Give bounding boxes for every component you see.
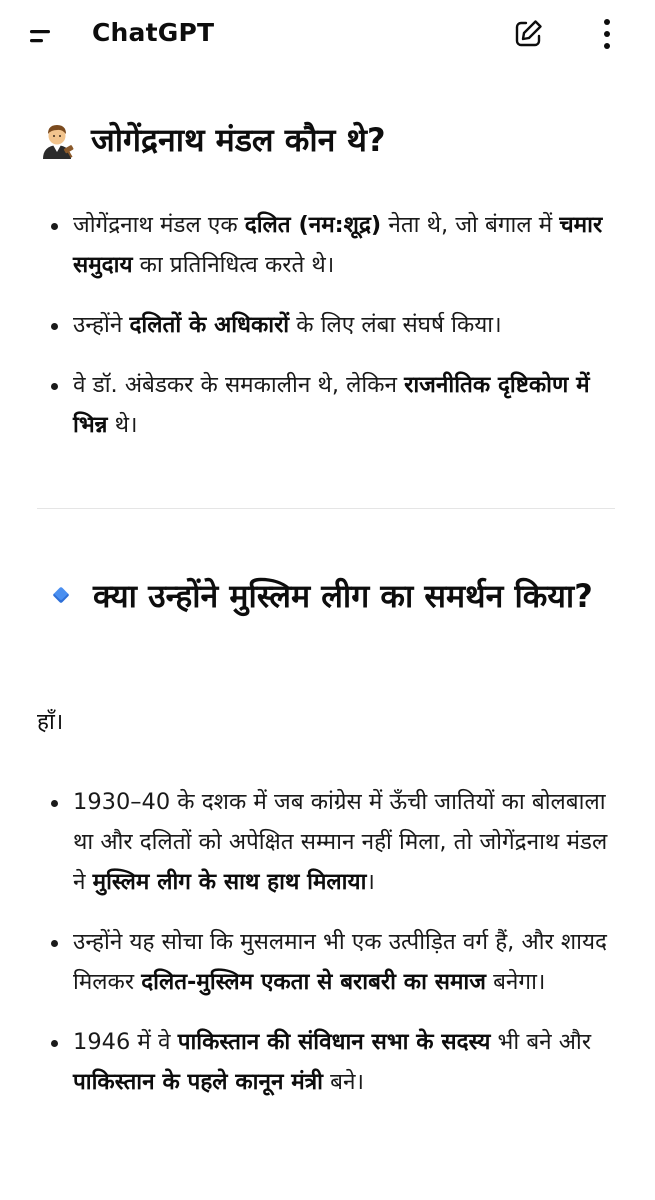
section-1-heading	[37, 117, 627, 163]
list-item-text: वे डॉ. अंबेडकर के समकालीन थे, लेकिन	[73, 372, 405, 398]
section-2-heading	[37, 573, 617, 619]
bold-text: राजनीतिक दृष्टिकोण में भिन्न	[73, 372, 590, 438]
list-item	[37, 205, 617, 285]
section-2	[37, 573, 617, 619]
list-item	[37, 305, 617, 345]
top-app-bar	[0, 0, 655, 72]
list-item-text: उन्होंने यह सोचा कि मुसलमान भी एक उत्पीड़ित वर्ग हैं, और शायद मिलकर	[73, 929, 607, 995]
bold-text: दलितों के अधिकारों	[129, 312, 290, 338]
list-item-text: के लिए लंबा संघर्ष किया।	[289, 312, 502, 338]
new-chat-icon[interactable]	[510, 16, 546, 52]
section-2-heading-text: क्या उन्होंने मुस्लिम लीग का समर्थन किया?	[93, 577, 593, 615]
section-1-heading-text: जोगेंद्रनाथ मंडल कौन थे?	[91, 121, 386, 159]
list-item-text: नेता थे, जो बंगाल में	[381, 212, 560, 238]
list-item-text: जोगेंद्रनाथ मंडल एक	[73, 212, 245, 238]
person-judge-emoji-icon	[37, 119, 77, 159]
bold-text: दलित-मुस्लिम एकता से बराबरी का समाज	[141, 969, 486, 995]
answer-text: हाँ।	[37, 709, 64, 735]
list-item	[37, 782, 617, 902]
list-item-text: 1930–40 के दशक में जब कांग्रेस में ऊँची जातियों का बोलबाला था और दलितों को अपेक्षित सम्मान नहीं मिला, तो जोगेंद्रनाथ मंडल ने	[73, 789, 608, 895]
list-item	[37, 1022, 617, 1102]
list-item-text: ।	[366, 869, 375, 895]
section-1	[37, 117, 627, 163]
list-item	[37, 365, 617, 445]
list-item-text: बने।	[323, 1069, 365, 1095]
bold-text: दलित (नम:शूद्र)	[244, 212, 382, 238]
list-item-text: उन्होंने	[73, 312, 130, 338]
bold-text: मुस्लिम लीग के साथ हाथ मिलाया	[92, 869, 367, 895]
blue-diamond-icon	[53, 587, 70, 604]
bold-text: पाकिस्तान के पहले कानून मंत्री	[73, 1069, 323, 1095]
section-1-list	[37, 205, 617, 465]
list-item-text: बनेगा।	[485, 969, 546, 995]
list-item-text: का प्रतिनिधित्व करते थे।	[132, 252, 335, 278]
menu-icon[interactable]	[22, 22, 58, 50]
bold-text: चमार समुदाय	[73, 212, 603, 278]
more-vertical-icon[interactable]	[592, 14, 622, 54]
divider	[37, 508, 615, 509]
list-item-text: 1946 में वे	[73, 1029, 178, 1055]
list-item-text: थे।	[107, 412, 138, 438]
list-item-text: भी बने और	[490, 1029, 592, 1055]
bold-text: पाकिस्तान की संविधान सभा के सदस्य	[177, 1029, 491, 1055]
app-title: ChatGPT	[92, 18, 215, 47]
section-2-list	[37, 782, 617, 1122]
list-item	[37, 922, 617, 1002]
